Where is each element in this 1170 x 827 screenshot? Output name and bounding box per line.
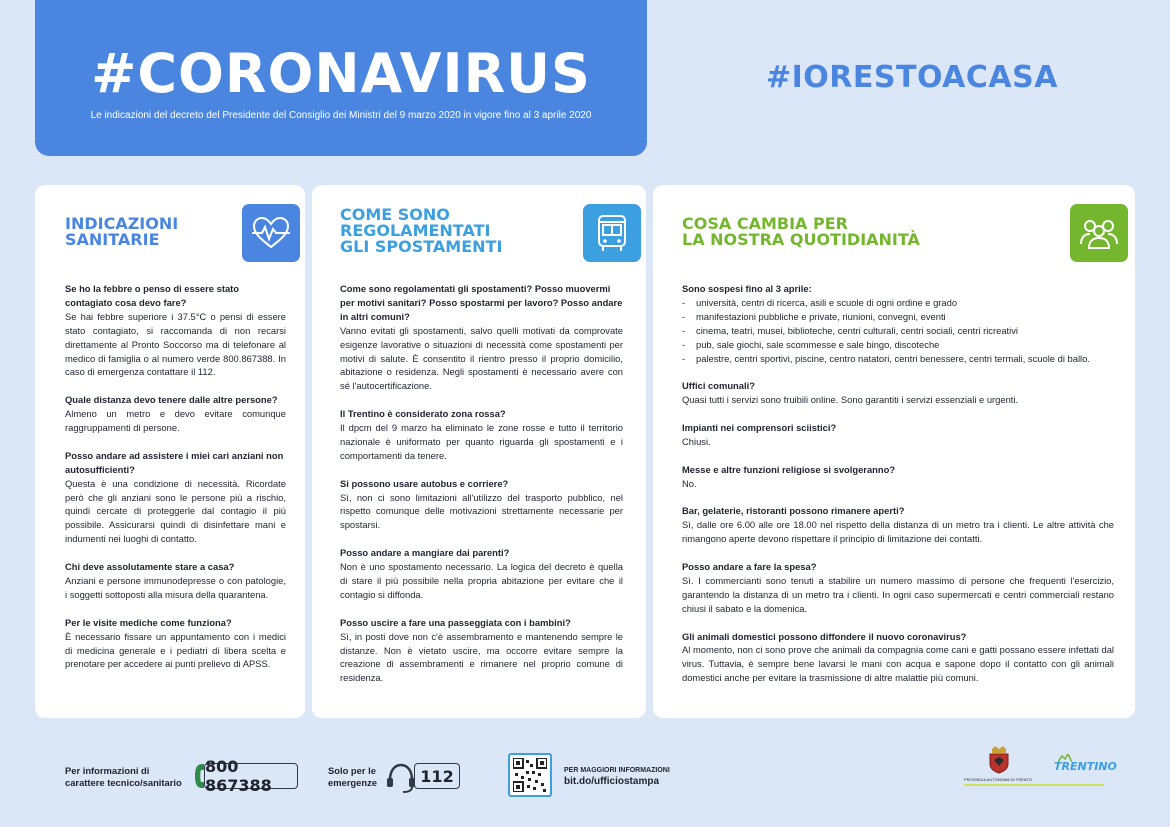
question: Il Trentino è considerato zona rossa? <box>340 408 506 420</box>
question: Posso uscire a fare una passeggiata con i bambini? <box>340 616 571 628</box>
footer <box>0 740 1170 827</box>
header-banner <box>35 0 647 156</box>
emergency-phone-number[interactable]: 112 <box>414 763 460 789</box>
suspended-list <box>682 296 1114 366</box>
footer-divider <box>964 784 1104 786</box>
qa-item <box>340 407 623 463</box>
answer: Chiusi. <box>682 435 711 447</box>
qr-code-icon <box>513 758 547 792</box>
qa-item <box>682 560 1114 616</box>
qa-item <box>682 463 1114 491</box>
card-title: COME SONO REGOLAMENTATI GLI SPOSTAMENTI <box>340 205 503 256</box>
qa-item <box>340 477 623 533</box>
card-health <box>35 185 305 718</box>
answer: Sì, in posti dove non c'è assembramento e mantenendo sempre le distanze. Non è vietato uscire, ma occorre evitare sempre la creazione di assembramenti e rimanere nel proprio comune di residenza. <box>340 630 623 684</box>
page-subtitle: Le indicazioni del decreto del Presidente del Consiglio dei Ministri del 9 marzo 2020 in vigore fino al 3 aprile 2020 <box>90 110 592 121</box>
question: Per le visite mediche come funziona? <box>65 616 232 628</box>
question: Se ho la febbre o penso di essere stato contagiato cosa devo fare? <box>65 283 240 308</box>
emergency-label: Solo per le emergenze <box>328 765 377 788</box>
list-item: - palestre, centri sportivi, piscine, centro natatori, centri benessere, centri termali, scuole di ballo. <box>682 352 1114 366</box>
question: Chi deve assolutamente stare a casa? <box>65 561 235 573</box>
answer: Al momento, non ci sono prove che animali da compagnia come cani e gatti possano essere infettati dal virus. Tuttavia, è sempre bene lavarsi le mani con acqua e sapone dopo il contatto con gli animali domestici anche per evitare la trasmissione di altre malattie più comuni. <box>682 644 1114 684</box>
list-item: - cinema, teatri, musei, biblioteche, centri culturali, centri sociali, centri ricreativi <box>682 324 1114 338</box>
answer: No. <box>682 477 697 489</box>
answer: Non è uno spostamento necessario. La logica del decreto è quella di stare il più possibile nella propria abitazione per evitare che il contagio si diffonda. <box>340 561 623 600</box>
more-info-link[interactable]: bit.do/ufficiostampa <box>564 776 659 787</box>
suspended-section <box>682 282 1114 365</box>
question: Posso andare a mangiare dai parenti? <box>340 547 510 559</box>
qa-list <box>65 282 286 685</box>
qa-list <box>682 282 1114 699</box>
info-phone-number[interactable]: 800 867388 <box>204 763 298 789</box>
heart-pulse-icon <box>242 204 300 262</box>
question: Impianti nei comprensori sciistici? <box>682 422 837 434</box>
people-group-icon <box>1070 204 1128 262</box>
qa-item <box>65 616 286 672</box>
qa-item <box>65 282 286 379</box>
trentino-logo: TRENTINO <box>1054 760 1117 773</box>
list-item: - manifestazioni pubbliche e private, riunioni, convegni, eventi <box>682 310 1114 324</box>
answer: Questa è una condizione di necessità. Ricordate però che gli anziani sono le persone più a rischio, quindi cercate di proteggerle dal contagio il più possibile. Assicurarsi quindi di disinfettare mani e indumenti nei luoghi di contatto. <box>65 477 286 545</box>
bus-icon <box>583 204 641 262</box>
card-daily-life <box>653 185 1135 718</box>
qa-item <box>65 449 286 546</box>
question: Posso andare a fare la spesa? <box>682 561 817 573</box>
card-title: INDICAZIONI SANITARIE <box>65 214 179 249</box>
answer: Se hai febbre superiore i 37.5°C o pensi di essere stato contagiato, si raccomanda di non recarsi direttamente al Pronto Soccorso ma di telefonare al medico di famiglia o al numero verde 800.867388. In caso di emergenza contattare il 112. <box>65 310 286 378</box>
answer: Almeno un metro e devo evitare comunque raggruppamenti di persone. <box>65 408 286 434</box>
qa-item <box>682 504 1114 546</box>
qa-item <box>340 546 623 602</box>
hashtag-iorestoacasa: #IORESTOACASA <box>766 60 1058 95</box>
page-title: #CORONAVIRUS <box>91 42 591 105</box>
qa-list <box>340 282 623 699</box>
more-info-label: PER MAGGIORI INFORMAZIONI <box>564 767 670 774</box>
question: Si possono usare autobus e corriere? <box>340 477 509 489</box>
answer: È necessario fissare un appuntamento con i medici di medicina generale e i pediatri di libera scelta e prenotare per accedere ai punti prelievo di APSS. <box>65 630 286 670</box>
question: Bar, gelaterie, ristoranti possono rimanere aperti? <box>682 505 905 517</box>
answer: Sì, non ci sono limitazioni all'utilizzo del trasporto pubblico, nel rispetto comunque delle motivazioni strettamente necessarie per spostarsi. <box>340 491 623 531</box>
card-travel <box>312 185 646 718</box>
answer: Quasi tutti i servizi sono fruibili online. Sono garantiti i servizi essenziali e urgenti. <box>682 394 1019 406</box>
list-item: - pub, sale giochi, sale scommesse e sale bingo, discoteche <box>682 338 1114 352</box>
qa-item <box>65 393 286 435</box>
suspended-heading: Sono sospesi fino al 3 aprile: <box>682 283 812 294</box>
question: Come sono regolamentati gli spostamenti? Posso muovermi per motivi sanitari? Posso spostarmi per lavoro? Posso andare in altri comuni? <box>340 283 623 322</box>
qa-item <box>682 630 1114 686</box>
question: Uffici comunali? <box>682 380 755 392</box>
question: Quale distanza devo tenere dalle altre persone? <box>65 394 278 406</box>
question: Gli animali domestici possono diffondere il nuovo coronavirus? <box>682 630 967 642</box>
info-label: Per informazioni di carattere tecnico/sanitario <box>65 765 182 788</box>
qa-item <box>340 616 623 686</box>
province-coat-of-arms-icon <box>988 746 1010 774</box>
answer: Vanno evitati gli spostamenti, salvo quelli motivati da comprovate esigenze lavorative o situazioni di necessità come spostamenti per motivi di salute. È consentito il rientro presso il proprio domicilio, abitazione o residenza. Negli spostamenti è necessario avere con sé l'autocertificazione. <box>340 324 623 392</box>
qa-item <box>682 379 1114 407</box>
list-item: - università, centri di ricerca, asili e scuole di ogni ordine e grado <box>682 296 1114 310</box>
headset-icon <box>384 760 418 794</box>
answer: Anziani e persone immunodepresse o con patologie, i soggetti sottoposti alla misura della quarantena. <box>65 574 286 600</box>
qa-item <box>65 560 286 602</box>
answer: Il dpcm del 9 marzo ha eliminato le zone rosse e tutto il territorio nazionale è uniformato per quanto riguarda gli spostamenti e i comportamenti da tenere. <box>340 422 623 461</box>
answer: Sì. I commercianti sono tenuti a stabilire un numero massimo di persone che frequenti l'esercizio, garantendo la distanza di un metro tra i clienti. In ogni caso supermercati e centri commerciali restano chiusi il sabato e la domenica. <box>682 574 1114 614</box>
question: Messe e altre funzioni religiose si svolgeranno? <box>682 463 896 475</box>
province-label: PROVINCIA AUTONOMA DI TRENTO <box>964 777 1033 782</box>
qa-item <box>682 421 1114 449</box>
question: Posso andare ad assistere i miei cari anziani non autosufficienti? <box>65 449 284 475</box>
answer: Sì, dalle ore 6.00 alle ore 18.00 nel rispetto della distanza di un metro tra i clienti. Le altre attività che rimangono aperte devono rispettare il principio di limitazione dei contatti. <box>682 519 1114 545</box>
card-title: COSA CAMBIA PER LA NOSTRA QUOTIDIANITÀ <box>682 214 920 249</box>
mountain-icon <box>1058 754 1072 762</box>
qa-item <box>340 282 623 393</box>
qr-code[interactable] <box>508 753 552 797</box>
